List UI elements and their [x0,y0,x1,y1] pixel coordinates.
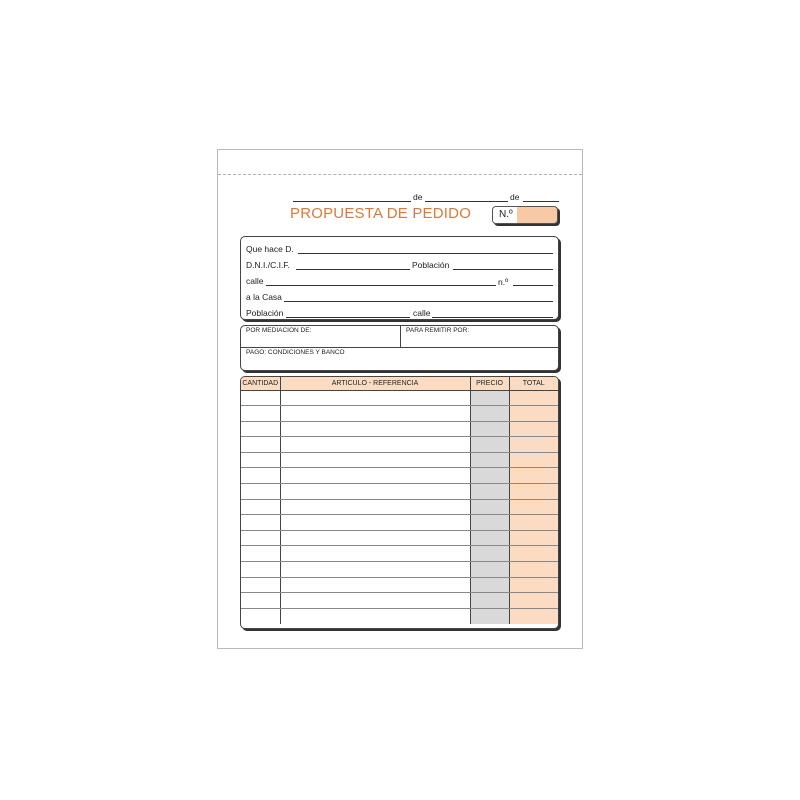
shipping-divider-h [241,347,558,348]
pago-label: PAGO: CONDICIONES Y BANCO [246,349,345,356]
date-month-line[interactable] [425,201,508,202]
table-row [241,499,558,515]
articulo-cell[interactable] [280,468,470,484]
precio-cell[interactable] [470,593,509,609]
total-cell[interactable] [509,577,558,593]
col-cantidad: CANTIDAD [241,377,280,390]
table-row [241,546,558,562]
cantidad-cell[interactable] [241,515,280,531]
precio-cell[interactable] [470,515,509,531]
cantidad-cell[interactable] [241,499,280,515]
cantidad-cell[interactable] [241,437,280,453]
table-row [241,421,558,437]
perforation-line [218,174,582,175]
total-cell[interactable] [509,546,558,562]
precio-cell[interactable] [470,484,509,500]
total-cell[interactable] [509,484,558,500]
articulo-cell[interactable] [280,406,470,422]
table-row [241,484,558,500]
shipping-section [240,325,559,371]
cantidad-cell[interactable] [241,406,280,422]
calle-label-2: calle [413,308,431,318]
cantidad-cell[interactable] [241,608,280,624]
cantidad-cell[interactable] [241,530,280,546]
articulo-cell[interactable] [280,437,470,453]
poblacion-line-1[interactable] [453,269,553,270]
total-cell[interactable] [509,452,558,468]
cantidad-cell[interactable] [241,593,280,609]
calle-line-1[interactable] [266,285,496,286]
total-cell[interactable] [509,468,558,484]
precio-cell[interactable] [470,546,509,562]
precio-cell[interactable] [470,608,509,624]
precio-cell[interactable] [470,499,509,515]
date-year-line[interactable] [523,201,559,202]
a-la-casa-line[interactable] [284,301,553,302]
numero-line[interactable] [513,285,553,286]
articulo-cell[interactable] [280,562,470,578]
total-cell[interactable] [509,390,558,406]
form-title: PROPUESTA DE PEDIDO [290,205,472,222]
articulo-cell[interactable] [280,452,470,468]
articulo-cell[interactable] [280,593,470,609]
cantidad-cell[interactable] [241,484,280,500]
total-cell[interactable] [509,437,558,453]
table-row [241,452,558,468]
calle-line-2[interactable] [432,317,553,318]
cantidad-cell[interactable] [241,546,280,562]
table-row [241,515,558,531]
table-row [241,577,558,593]
table-row [241,406,558,422]
precio-cell[interactable] [470,530,509,546]
precio-cell[interactable] [470,562,509,578]
poblacion-label-1: Población [412,260,450,270]
cantidad-cell[interactable] [241,452,280,468]
articulo-cell[interactable] [280,421,470,437]
precio-cell[interactable] [470,390,509,406]
col-articulo: ARTICULO - REFERENCIA [280,377,470,390]
total-cell[interactable] [509,421,558,437]
que-hace-line[interactable] [298,253,553,254]
table-row [241,468,558,484]
precio-cell[interactable] [470,452,509,468]
articulo-cell[interactable] [280,577,470,593]
order-number-label: N.º [499,209,513,220]
poblacion-label-2: Población [246,308,284,318]
cantidad-cell[interactable] [241,421,280,437]
precio-cell[interactable] [470,468,509,484]
col-total: TOTAL [509,377,558,390]
precio-cell[interactable] [470,406,509,422]
total-cell[interactable] [509,608,558,624]
total-cell[interactable] [509,515,558,531]
items-header-row [241,377,558,390]
col-precio: PRECIO [470,377,509,390]
a-la-casa-label: a la Casa [246,292,282,302]
precio-cell[interactable] [470,421,509,437]
total-cell[interactable] [509,530,558,546]
table-row [241,530,558,546]
articulo-cell[interactable] [280,530,470,546]
table-row [241,608,558,624]
date-separator-2: de [510,192,520,202]
total-cell[interactable] [509,562,558,578]
table-row [241,593,558,609]
total-cell[interactable] [509,593,558,609]
items-table [241,377,558,624]
remitir-label: PARA REMITIR POR: [406,327,470,334]
precio-cell[interactable] [470,437,509,453]
que-hace-label: Que hace D. [246,244,294,254]
articulo-cell[interactable] [280,608,470,624]
items-section [240,376,559,629]
date-separator-1: de [413,192,423,202]
shipping-divider-v [400,326,401,347]
mediacion-label: POR MEDIACION DE: [246,327,312,334]
articulo-cell[interactable] [280,484,470,500]
dni-label: D.N.I./C.I.F. [246,260,290,270]
table-row [241,562,558,578]
calle-label-1: calle [246,276,264,286]
articulo-cell[interactable] [280,515,470,531]
order-number-field[interactable] [492,206,558,224]
cantidad-cell[interactable] [241,562,280,578]
table-row [241,437,558,453]
order-form-sheet [217,149,583,649]
customer-section [240,236,559,320]
cantidad-cell[interactable] [241,390,280,406]
total-cell[interactable] [509,499,558,515]
articulo-cell[interactable] [280,499,470,515]
poblacion-line-2[interactable] [286,317,410,318]
articulo-cell[interactable] [280,390,470,406]
numero-label: n.º [498,277,509,287]
articulo-cell[interactable] [280,546,470,562]
table-row [241,390,558,406]
cantidad-cell[interactable] [241,468,280,484]
precio-cell[interactable] [470,577,509,593]
total-cell[interactable] [509,406,558,422]
cantidad-cell[interactable] [241,577,280,593]
dni-line[interactable] [296,269,410,270]
date-day-line[interactable] [293,201,411,202]
